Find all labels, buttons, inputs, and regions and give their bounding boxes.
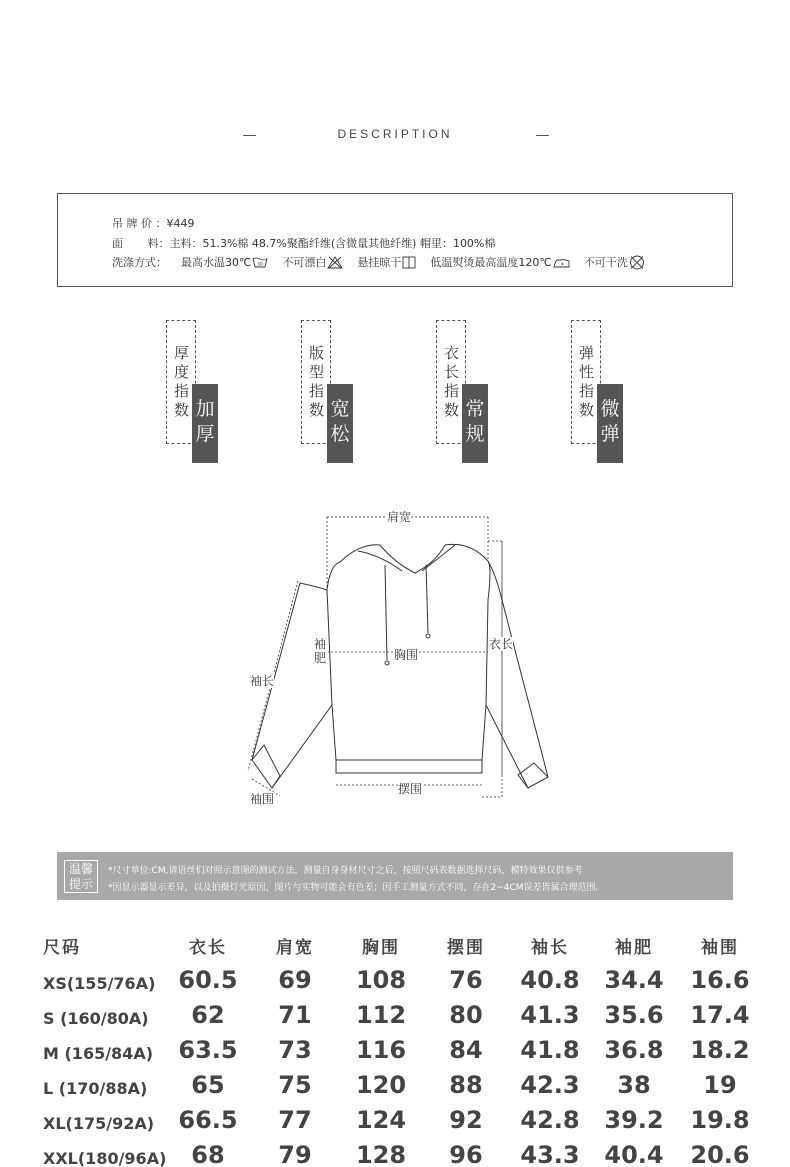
size-cell: XXL(180/96A) (43, 1149, 167, 1167)
product-info-box (57, 193, 733, 287)
measure-cell: 73 (278, 1036, 312, 1064)
size-cell: L (170/88A) (43, 1079, 148, 1098)
size-cell: S (160/80A) (43, 1009, 149, 1028)
measure-cell: 63.5 (178, 1036, 238, 1064)
size-cell: XS(155/76A) (43, 974, 156, 993)
table-row (0, 1141, 790, 1167)
measure-cell: 88 (449, 1071, 483, 1099)
measure-cell: 39.2 (604, 1106, 664, 1134)
measure-cell: 96 (449, 1141, 483, 1167)
care-no-bleach-label: 不可漂白 (282, 256, 327, 269)
cuff-label: 袖围 (250, 792, 275, 806)
care-hang-dry-label: 悬挂晾干 (357, 256, 402, 269)
measure-cell: 41.8 (520, 1036, 580, 1064)
hoodie-measurement-diagram (230, 505, 570, 815)
header-chest: 胸围 (362, 938, 400, 958)
thickness-index-label: 厚度指数 (174, 344, 190, 419)
right-dash (536, 135, 549, 136)
price-line: 吊 牌 价 ：¥449 (112, 217, 195, 230)
care-wash-30-label: 最高水温30℃ (181, 256, 252, 269)
care-no-dry-clean-label: 不可干洗 (583, 256, 628, 269)
shoulder-label: 肩宽 (387, 510, 412, 524)
measure-cell: 128 (355, 1141, 407, 1167)
measure-cell: 75 (278, 1071, 312, 1099)
measure-cell: 116 (355, 1036, 407, 1064)
wash-30-icon (252, 256, 268, 268)
measure-cell: 124 (355, 1106, 407, 1134)
length-index (436, 320, 496, 465)
tips-banner (57, 852, 733, 900)
header-sleeve-length: 袖长 (531, 938, 569, 958)
measure-cell: 40.8 (520, 966, 580, 994)
table-row (0, 1071, 790, 1106)
tips-line-2: *因显示器显示差异，以及拍摄灯光原因，图片与实物可能会有色差；因手工测量方式不同，存在2~4CM误差皆属合理范围。 (108, 883, 605, 893)
measure-cell: 112 (355, 1001, 407, 1029)
measure-cell: 36.8 (604, 1036, 664, 1064)
measure-cell: 79 (278, 1141, 312, 1167)
length-index-label: 衣长指数 (444, 344, 460, 419)
measure-cell: 38 (617, 1071, 651, 1099)
measure-cell: 17.4 (690, 1001, 750, 1029)
care-wash-30 (181, 254, 268, 270)
svg-text:30: 30 (257, 262, 264, 268)
measure-cell: 43.3 (520, 1141, 580, 1167)
measure-cell: 69 (278, 966, 312, 994)
care-hang-dry (357, 254, 416, 270)
measure-cell: 71 (278, 1001, 312, 1029)
size-cell: XL(175/92A) (43, 1114, 155, 1133)
measure-cell: 84 (449, 1036, 483, 1064)
measure-cell: 77 (278, 1106, 312, 1134)
elasticity-index-value: 微弹 (597, 384, 623, 463)
measure-cell: 62 (191, 1001, 225, 1029)
elasticity-index-label: 弹性指数 (579, 344, 595, 419)
tips-line-1: *尺寸单位:CM,请语丝们对照示意图的测试方法，测量自身身材尺寸之后，按照尺码表数据选择尺码，模特效果仅供参考 (108, 866, 583, 876)
measure-cell: 68 (191, 1141, 225, 1167)
length-label: 衣长 (489, 637, 514, 651)
hem-label: 摆围 (398, 782, 423, 796)
care-no-bleach (282, 254, 343, 270)
thickness-index-value: 加厚 (192, 384, 218, 463)
fit-index-label: 版型指数 (309, 344, 325, 419)
measure-cell: 35.6 (604, 1001, 664, 1029)
measure-cell: 120 (355, 1071, 407, 1099)
sleeve-length-label: 袖长 (250, 674, 275, 688)
no-dry-clean-icon (629, 255, 645, 270)
measure-cell: 66.5 (178, 1106, 238, 1134)
table-row (0, 1001, 790, 1036)
table-row (0, 1036, 790, 1071)
measure-cell: 42.3 (520, 1071, 580, 1099)
description-title: DESCRIPTION (337, 127, 453, 141)
size-table-header (0, 933, 790, 968)
measure-cell: 18.2 (690, 1036, 750, 1064)
chest-label: 胸围 (394, 648, 419, 662)
measure-cell: 92 (449, 1106, 483, 1134)
length-index-value: 常规 (462, 384, 488, 463)
header-sleeve-width: 袖肥 (615, 938, 653, 958)
measure-cell: 80 (449, 1001, 483, 1029)
care-low-iron (430, 254, 569, 270)
measure-cell: 60.5 (178, 966, 238, 994)
measure-cell: 16.6 (690, 966, 750, 994)
measure-cell: 20.6 (690, 1141, 750, 1167)
no-bleach-icon (327, 256, 343, 269)
measure-cell: 108 (355, 966, 407, 994)
material-line: 面 料：主料：51.3%棉 48.7%聚酯纤维(含微量其他纤维) 帽里：100%棉 (112, 237, 496, 250)
fabric-indices (0, 320, 790, 465)
wash-prefix: 洗涤方式： (112, 256, 167, 269)
wash-line (112, 254, 645, 270)
header-cuff: 袖围 (701, 938, 739, 958)
header-size: 尺码 (43, 938, 81, 958)
thickness-index (166, 320, 226, 465)
measure-cell: 40.4 (604, 1141, 664, 1167)
size-cell: M (165/84A) (43, 1044, 154, 1063)
tips-badge: 温馨提示 (64, 860, 98, 893)
care-low-iron-label: 低温熨烫最高温度120℃ (430, 256, 552, 269)
measure-cell: 65 (191, 1071, 225, 1099)
measure-cell: 19 (703, 1071, 737, 1099)
header-length: 衣长 (189, 938, 227, 958)
fit-index (301, 320, 361, 465)
header-shoulder: 肩宽 (276, 938, 314, 958)
sleeve-width-label: 袖肥 (314, 637, 327, 665)
low-iron-icon (553, 256, 570, 268)
fit-index-value: 宽松 (327, 384, 353, 463)
table-row (0, 1106, 790, 1141)
measure-cell: 34.4 (604, 966, 664, 994)
description-header (0, 126, 790, 146)
measure-cell: 76 (449, 966, 483, 994)
header-hem: 摆围 (447, 938, 485, 958)
elasticity-index (571, 320, 631, 465)
measure-cell: 42.8 (520, 1106, 580, 1134)
table-row (0, 966, 790, 1001)
hang-dry-icon (402, 256, 416, 269)
care-no-dry-clean (584, 254, 645, 270)
measure-cell: 19.8 (690, 1106, 750, 1134)
measure-cell: 41.3 (520, 1001, 580, 1029)
